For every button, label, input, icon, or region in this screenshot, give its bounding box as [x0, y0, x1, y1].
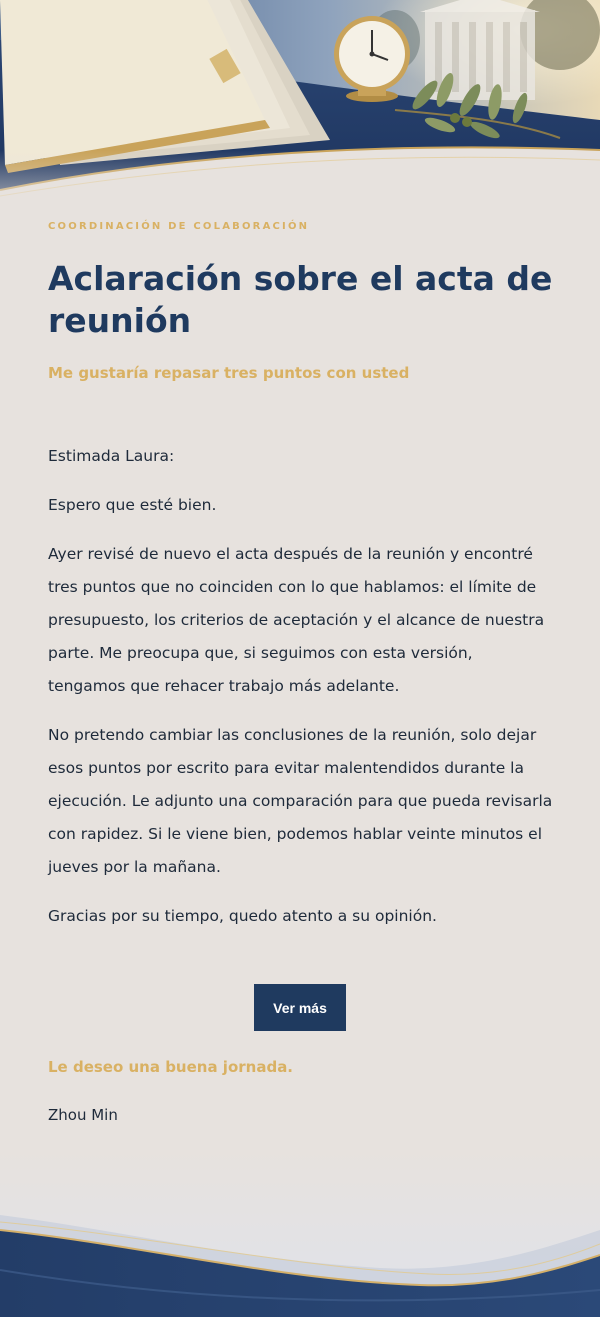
- building-icon: [420, 0, 540, 100]
- body-paragraph: No pretendo cambiar las conclusiones de la reunión, solo dejar esos puntos por escrito para evitar malentendidos durante la ejecución. Le adjunto una comparación para que pueda revisarla con rapidez. Si le viene bien, podemos hablar veinte minutos el jueves por la mañana.: [48, 726, 553, 876]
- body-paragraph: Ayer revisé de nuevo el acta después de la reunión y encontré tres puntos que no coinciden con lo que hablamos: el límite de presupuesto, los criterios de aceptación y el alcance de nuestra parte. Me preocupa que, si seguimos con esta versión, tengamos que rehacer trabajo más adelante.: [48, 545, 545, 695]
- footer-wave-decoration: [0, 1150, 600, 1317]
- header-illustration: [0, 0, 600, 230]
- email-body: [48, 440, 553, 949]
- closing-line: Le deseo una buena jornada.: [48, 1058, 294, 1076]
- email-title: Aclaración sobre el acta de reunión: [48, 259, 553, 340]
- cta-container: [254, 984, 346, 1031]
- ver-mas-button[interactable]: Ver más: [254, 984, 346, 1031]
- body-paragraph: Gracias por su tiempo, quedo atento a su opinión.: [48, 907, 437, 925]
- eyebrow-label: COORDINACIÓN DE COLABORACIÓN: [48, 221, 310, 232]
- email-subtitle: Me gustaría repasar tres puntos con usted: [48, 364, 410, 382]
- body-paragraph: Espero que esté bien.: [48, 496, 217, 514]
- signature: Zhou Min: [48, 1106, 118, 1124]
- greeting: Estimada Laura:: [48, 447, 175, 465]
